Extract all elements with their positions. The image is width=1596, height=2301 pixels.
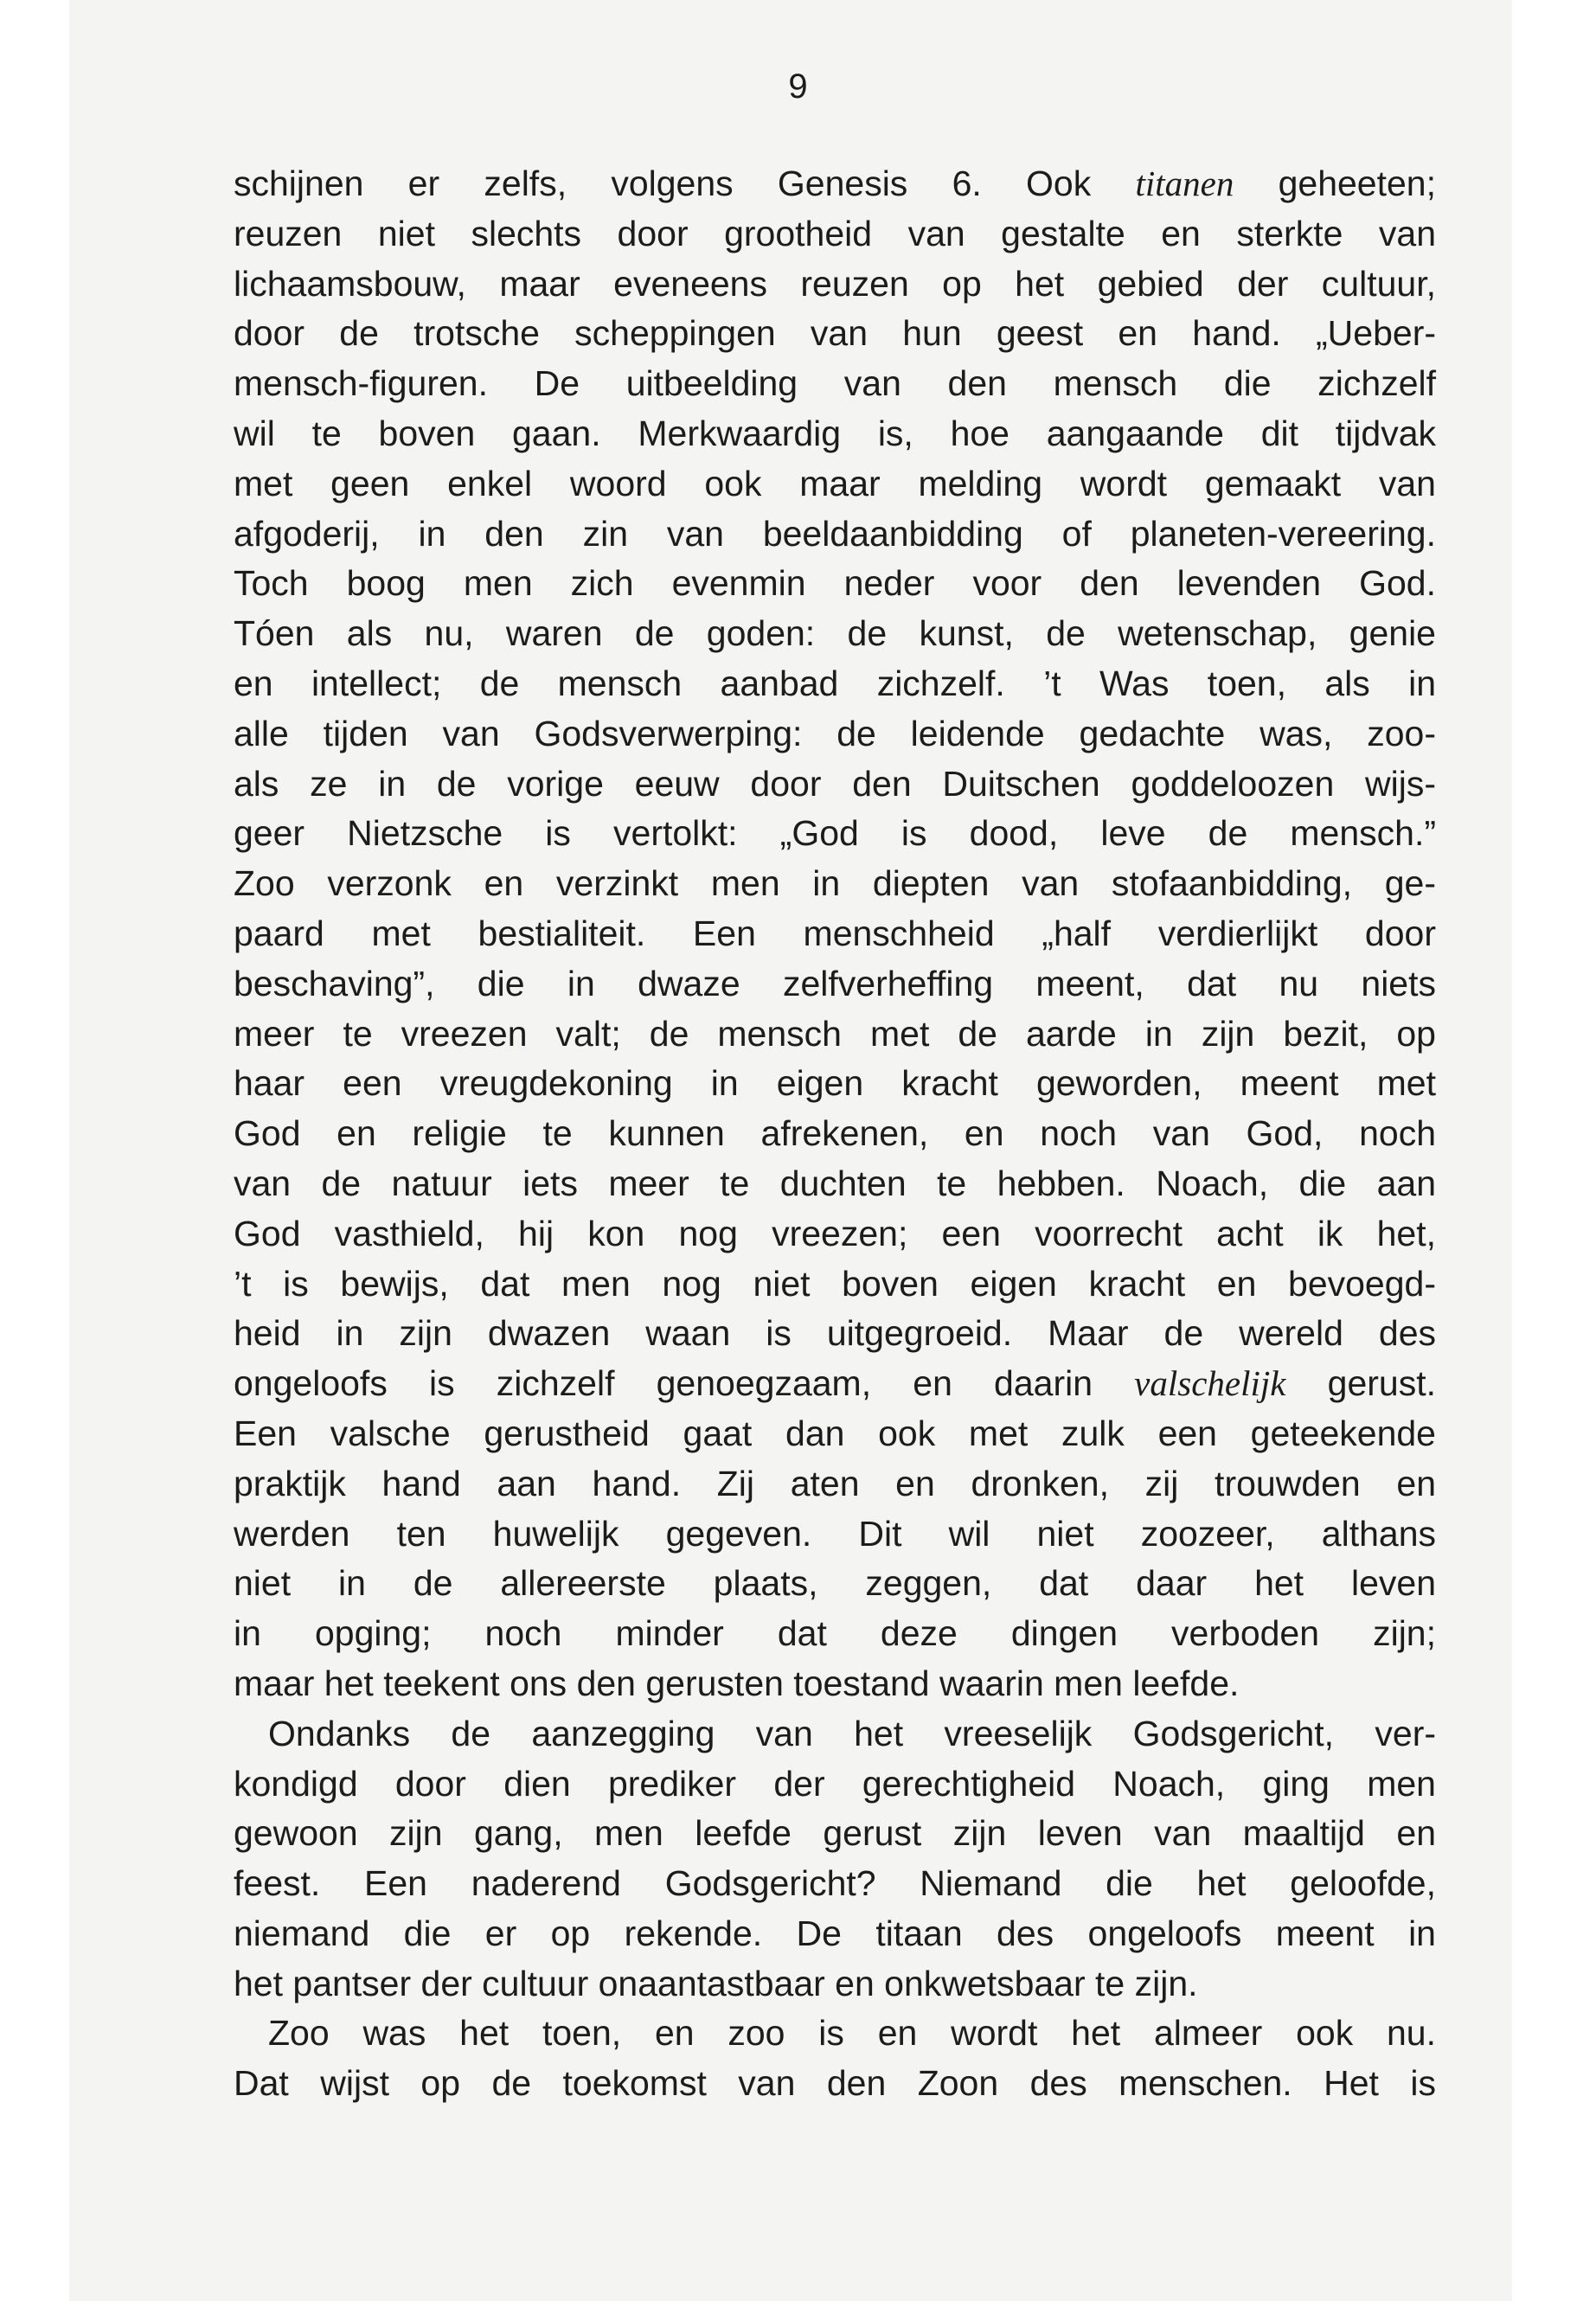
text-run: meer te vreezen valt; de mensch met de aarde in zijn bezit, op xyxy=(234,1013,1436,1054)
text-run: beschaving”, die in dwaze zelfverheffing meent, dat nu niets xyxy=(234,963,1436,1003)
text-line xyxy=(234,909,1436,959)
text-run: werden ten huwelijk gegeven. Dit wil niet zoozeer, althans xyxy=(234,1513,1436,1554)
text-run: niet in de allereerste plaats, zeggen, dat daar het leven xyxy=(234,1563,1436,1604)
text-line xyxy=(234,1559,1436,1609)
text-run: heid in zijn dwazen waan is uitgegroeid. Maar de wereld des xyxy=(234,1313,1436,1354)
text-run: Toch boog men zich evenmin neder voor den levenden God. xyxy=(234,563,1436,604)
text-line xyxy=(234,659,1436,709)
text-line xyxy=(234,1109,1436,1159)
text-run: wil te boven gaan. Merkwaardig is, hoe aangaande dit tijdvak xyxy=(234,413,1436,453)
text-line xyxy=(234,459,1436,510)
text-run: ’t is bewijs, dat men nog niet boven eigen kracht en bevoegd- xyxy=(234,1263,1436,1304)
text-line xyxy=(234,1009,1436,1060)
text-run: haar een vreugdekoning in eigen kracht geworden, meent met xyxy=(234,1063,1436,1104)
text-run: lichaamsbouw, maar eveneens reuzen op het gebied der cultuur, xyxy=(234,263,1436,304)
body-text xyxy=(234,159,1436,2109)
text-run: gerust. xyxy=(1285,1363,1436,1404)
text-line xyxy=(234,809,1436,859)
text-run: Tóen als nu, waren de goden: de kunst, de wetenschap, genie xyxy=(234,613,1436,654)
italic-word: valschelijk xyxy=(1134,1363,1286,1404)
text-run: niemand die er op rekende. De titaan des ongeloofs meent in xyxy=(234,1913,1436,1953)
text-line xyxy=(234,2059,1436,2109)
text-line xyxy=(234,209,1436,260)
text-line xyxy=(234,260,1436,310)
text-run: reuzen niet slechts door grootheid van gestalte en sterkte van xyxy=(234,213,1436,253)
text-line xyxy=(234,1859,1436,1909)
text-run: mensch-figuren. De uitbeelding van den mensch die zichzelf xyxy=(234,363,1436,404)
text-run: gewoon zijn gang, men leefde gerust zijn leven van maaltijd en xyxy=(234,1813,1436,1854)
text-run: schijnen er zelfs, volgens Genesis 6. Ook xyxy=(234,163,1136,203)
text-line xyxy=(234,1059,1436,1109)
text-line xyxy=(234,1609,1436,1659)
text-run: als ze in de vorige eeuw door den Duitschen goddeloozen wijs- xyxy=(234,763,1436,804)
text-run: paard met bestialiteit. Een menschheid „half verdierlijkt door xyxy=(234,913,1436,953)
text-run: feest. Een naderend Godsgericht? Niemand die het geloofde, xyxy=(234,1863,1436,1904)
text-line xyxy=(234,309,1436,359)
text-run: God vasthield, hij kon nog vreezen; een voorrecht acht ik het, xyxy=(234,1213,1436,1253)
text-line xyxy=(234,559,1436,609)
text-line xyxy=(234,959,1436,1009)
text-line xyxy=(234,409,1436,459)
text-line xyxy=(234,1959,1436,2009)
text-run: alle tijden van Godsverwerping: de leidende gedachte was, zoo- xyxy=(234,713,1436,753)
text-run: afgoderij, in den zin van beeldaanbidding of planeten-vereering. xyxy=(234,513,1436,554)
text-run: geheeten; xyxy=(1234,163,1436,203)
text-line xyxy=(234,510,1436,560)
text-run: praktijk hand aan hand. Zij aten en dronken, zij trouwden en xyxy=(234,1463,1436,1503)
text-run: in opging; noch minder dat deze dingen verboden zijn; xyxy=(234,1613,1436,1654)
text-line xyxy=(234,1409,1436,1459)
text-line xyxy=(234,1809,1436,1859)
text-run: kondigd door dien prediker der gerechtigheid Noach, ging men xyxy=(234,1763,1436,1804)
text-line xyxy=(234,159,1436,209)
text-line xyxy=(234,609,1436,659)
italic-word: titanen xyxy=(1135,163,1234,203)
text-line xyxy=(234,1509,1436,1560)
text-line xyxy=(234,359,1436,409)
text-run: Ondanks de aanzegging van het vreeselijk Godsgericht, ver- xyxy=(268,1713,1436,1753)
text-line xyxy=(234,2009,1436,2059)
text-line xyxy=(234,1709,1436,1759)
text-run: Een valsche gerustheid gaat dan ook met zulk een geteekende xyxy=(234,1413,1436,1453)
text-run: Zoo was het toen, en zoo is en wordt het almeer ook nu. xyxy=(268,2013,1436,2054)
text-run: ongeloofs is zichzelf genoegzaam, en daarin xyxy=(234,1363,1135,1404)
text-run: van de natuur iets meer te duchten te hebben. Noach, die aan xyxy=(234,1163,1436,1203)
text-run: en intellect; de mensch aanbad zichzelf. ’t Was toen, als in xyxy=(234,663,1436,703)
text-run: maar het teekent ons den gerusten toestand waarin men leefde. xyxy=(234,1663,1240,1703)
text-run: Zoo verzonk en verzinkt men in diepten van stofaanbidding, ge- xyxy=(234,863,1436,904)
text-run: geer Nietzsche is vertolkt: „God is dood, leve de mensch.” xyxy=(234,813,1436,854)
text-line xyxy=(234,1459,1436,1509)
text-line xyxy=(234,859,1436,909)
text-run: met geen enkel woord ook maar melding wordt gemaakt van xyxy=(234,463,1436,503)
text-run: Dat wijst op de toekomst van den Zoon des menschen. Het is xyxy=(234,2063,1436,2104)
text-line xyxy=(234,1309,1436,1359)
text-line xyxy=(234,1659,1436,1709)
text-line xyxy=(234,1359,1436,1409)
text-line xyxy=(234,1159,1436,1209)
text-run: door de trotsche scheppingen van hun geest en hand. „Ueber- xyxy=(234,313,1436,354)
text-line xyxy=(234,709,1436,760)
text-line xyxy=(234,1759,1436,1810)
text-line xyxy=(234,760,1436,810)
text-line xyxy=(234,1209,1436,1259)
page-number: 9 xyxy=(788,67,808,106)
text-run: het pantser der cultuur onaantastbaar en onkwetsbaar te zijn. xyxy=(234,1963,1198,2003)
text-line xyxy=(234,1259,1436,1310)
text-line xyxy=(234,1909,1436,1959)
text-run: God en religie te kunnen afrekenen, en noch van God, noch xyxy=(234,1113,1436,1154)
